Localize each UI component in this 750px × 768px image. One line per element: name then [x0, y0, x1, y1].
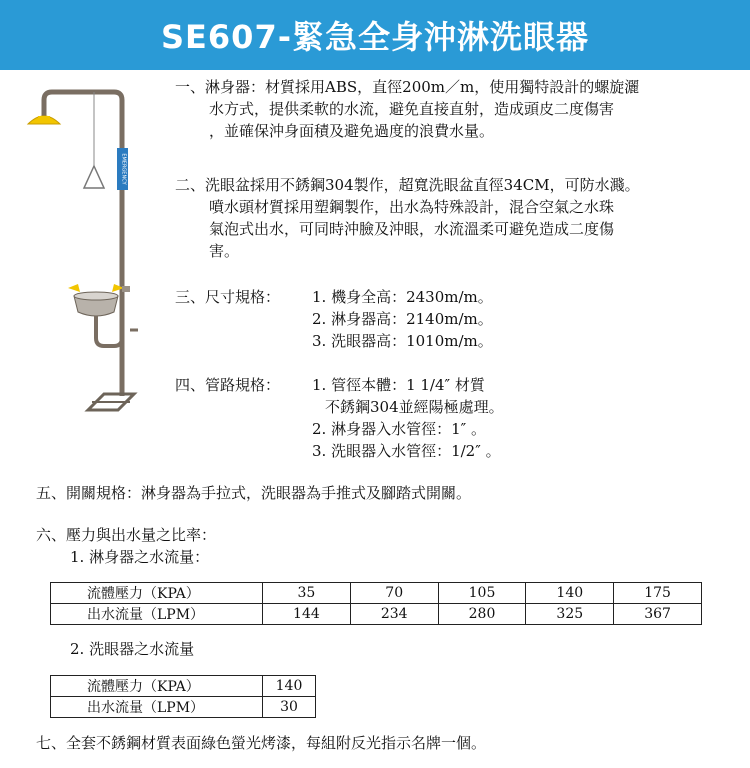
section-eyewash-bowl — [175, 174, 640, 262]
shower-arm — [44, 92, 122, 320]
table-cell: 140 — [526, 583, 614, 604]
page-title: SE607-緊急全身沖淋洗眼器 — [161, 18, 589, 56]
table-cell: 30 — [263, 697, 316, 718]
row-header: 出水流量（LPM） — [51, 697, 263, 718]
table-cell: 144 — [263, 604, 351, 625]
section-text: 害。 — [209, 242, 240, 260]
shower-eyewash-illustration — [18, 80, 158, 430]
section-finish: 七、全套不銹鋼材質表面綠色螢光烤漆，每組附反光指示名牌一個。 — [36, 734, 487, 752]
section-pipe-specs — [175, 374, 504, 462]
section-text: 淋身器：材質採用ABS，直徑200m／m，使用獨特設計的螺旋灑 — [205, 78, 640, 96]
section-switch-specs: 五、開關規格：淋身器為手拉式，洗眼器為手推式及腳踏式開關。 — [36, 484, 472, 502]
pipe-spec-item: 不銹鋼304並經陽極處理。 — [325, 398, 504, 416]
section-label: 四、管路規格： — [175, 376, 281, 394]
row-header: 出水流量（LPM） — [51, 604, 263, 625]
subheading-eyewash-flow: 2. 洗眼器之水流量 — [70, 640, 195, 658]
shower-flow-table — [50, 582, 702, 625]
title-banner — [0, 0, 750, 70]
table-cell: 325 — [526, 604, 614, 625]
table-row — [51, 583, 702, 604]
pipe-spec-item: 3. 洗眼器入水管徑：1/2″ 。 — [312, 442, 501, 460]
section-label: 一、 — [175, 78, 206, 96]
section-label: 二、 — [175, 176, 206, 194]
eyewash-flow-table — [50, 675, 316, 718]
subheading-shower-flow: 1. 淋身器之水流量： — [70, 548, 210, 566]
section-text: 氣泡式出水，可同時沖臉及沖眼，水流溫柔可避免造成二度傷 — [209, 220, 615, 238]
table-cell: 70 — [350, 583, 438, 604]
table-cell: 105 — [438, 583, 526, 604]
table-cell: 140 — [263, 676, 316, 697]
row-header: 流體壓力（KPA） — [51, 676, 263, 697]
emergency-sign: EMERGENCY — [120, 153, 127, 185]
pipe-spec-item: 2. 淋身器入水管徑：1″ 。 — [312, 420, 486, 438]
table-cell: 35 — [263, 583, 351, 604]
table-row — [51, 604, 702, 625]
section-text: 洗眼盆採用不銹鋼304製作，超寬洗眼盆直徑34CM，可防水濺。 — [205, 176, 640, 194]
section-text: 水方式，提供柔軟的水流，避免直接直射，造成頭皮二度傷害 — [209, 100, 615, 118]
section-heading: 六、壓力與出水量之比率： — [36, 526, 217, 544]
row-header: 流體壓力（KPA） — [51, 583, 263, 604]
table-cell: 367 — [614, 604, 702, 625]
dimension-item: 2. 淋身器高：2140m/m。 — [312, 310, 493, 328]
section-text: 噴水頭材質採用塑鋼製作，出水為特殊設計，混合空氣之水珠 — [209, 198, 615, 216]
dimension-item: 1. 機身全高：2430m/m。 — [312, 288, 493, 306]
pull-handle-icon — [84, 166, 104, 188]
section-pressure-flow — [36, 524, 216, 568]
section-label: 三、尺寸規格： — [175, 288, 281, 306]
section-shower-head — [175, 76, 639, 142]
section-text: ，並確保沖身面積及避免過度的浪費水量。 — [209, 122, 495, 140]
table-row — [51, 676, 316, 697]
table-cell: 280 — [438, 604, 526, 625]
table-cell: 175 — [614, 583, 702, 604]
pipe-spec-item: 1. 管徑本體：1 1/4″ 材質 — [312, 376, 485, 394]
table-cell: 234 — [350, 604, 438, 625]
dimension-item: 3. 洗眼器高：1010m/m。 — [312, 332, 493, 350]
table-row — [51, 697, 316, 718]
eyewash-nozzle-icon — [68, 284, 80, 292]
section-dimensions — [175, 286, 493, 352]
